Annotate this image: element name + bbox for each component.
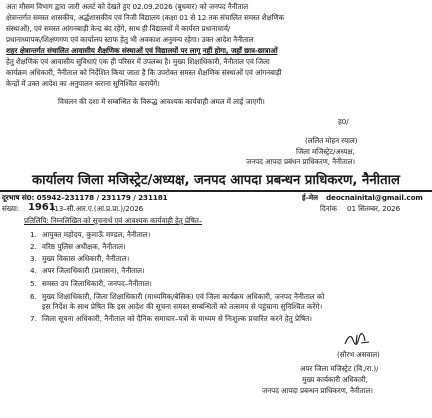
copy-heading: प्रतिलिपि: निम्नलिखित को सूचनार्थ एवं आवश्यक कार्यवाही हेतु प्रेषित– [24,216,203,225]
paragraph-line-6: हेतु शैक्षणिक एवं आवासीय सुविधाएं एक ही परिसर में उपलब्ध है। मुख्य शिक्षाधिकारी, नैनीताल एवं जिला [6,57,270,66]
paragraph-line-1: अतः मौसम विभाग द्वारा जारी अलर्ट को देखते हुए 02.09.2026 (बुधवार) को जनपद नैनीताल [6,2,249,11]
phone-numbers: दूरभाष सं0: 05942–231178 / 231179 / 231181 [2,193,168,202]
recipient-number: 5. [30,279,37,288]
paragraph-line-3: संस्थाओं), एवं समस्त आंगनबाड़ी केन्द्र बंद रहेंगे, साथ ही विद्यालयों में कार्यरत प्रधानाचार्य/ [6,24,231,33]
paragraph-line-5: शहर क्षेत्रान्तर्गत संचालित आवासीय शैक्षणिक संस्थाओं एवं विद्यालयों पर लागू नहीं होगा, जहाँ छात्र-छात्राओं [6,46,278,55]
header-rule [0,190,432,192]
email-label: ई–मेल [302,193,318,202]
recipient-number: 3. [30,254,37,263]
paragraph-line-4: प्रधानाध्यापक/शिक्षणगण एवं कार्यालय स्टाफ हेतु भी अवकाश अनुमन्य रहेगा। उक्त आदेश नैनीताल [6,35,254,44]
recipient-text: मुख्य विकास अधिकारी, नैनीताल। [42,254,130,263]
recipient-text: समस्त उप जिलाधिकारी, जनपद–नैनीताल। [42,279,152,288]
recipient-number: 4. [30,266,37,275]
paragraph-line-8: केन्द्रों में उक्त आदेश का अनुपालन कराना सुनिश्चित करायेंगे। [6,79,160,88]
recipient-text: वरिष्ठ पुलिस अधीक्षक, नैनीताल। [42,242,126,251]
recipient-text: जिला सूचना अधिकारी, नैनीताल को दैनिक समाचार–पत्रों के माध्यम से निःशुल्क प्रचारित करने हेतु प्रेषित। [42,314,312,323]
reference-suffix: /13–सी.आर.ए.(आ.प्र.प्रा.)/2026 [52,204,144,213]
handwritten-signature-icon [343,332,371,346]
office-title: कार्यालय जिला मजिस्ट्रेट/अध्यक्ष, जनपद आपदा प्रबन्धन प्राधिकरण, नैनीताल [32,173,400,188]
closing-sentence: विचलन की दशा में सम्बन्धित के विरूद्ध आवश्यक कार्यवाही अमल में लाई जाएगी। [58,97,265,106]
signatory-2-role: मुख्य कार्यकारी अधिकारी, [302,375,368,384]
signatory-1-designation: जिला मजिस्ट्रेट/अध्यक्ष, [296,147,355,156]
recipient-number: 6. [30,292,37,301]
signature-initial: ह0/ [338,117,349,126]
paragraph-line-2: क्षेत्रान्तर्गत समस्त शासकीय, अर्द्धशासकीय एवं निजी विद्यालय (कक्षा 01 से 12 तक संचालित समस्त शैक्षणिक [6,13,285,22]
paragraph-line-7: कार्यक्रम अधिकारी, नैनीताल को निर्देशित किया जाता है कि उपरोक्त समस्त शैक्षणिक संस्थाओं एवं आंगनबाड़ी [6,68,282,77]
date-label: दिनांक [320,204,337,213]
signatory-1-authority: जनपद आपदा प्रबंधन प्राधिकरण, नैनीताल। [246,157,356,166]
reference-number: 1961 [28,202,56,213]
date-value: 01 सितम्बर, 2026 [347,204,401,213]
recipient-text: अपर जिलाधिकारी (प्रशासन), नैनीताल। [42,266,145,275]
reference-prefix: संख्या: [2,204,20,213]
recipient-number: 2. [30,242,37,251]
signatory-2-name: (सौरभ असवाल) [337,350,380,359]
recipient-text: आयुक्त महोदय, कुमाऊँ मण्डल, नैनीताल। [42,230,151,239]
signatory-1-name: (ललित मोहन रयाल) [305,136,358,145]
signatory-2-authority: जनपद आपदा प्रबन्धन प्राधिकरण, नैनीताल। [262,386,373,395]
signatory-2-designation: अपर जिला मजिस्ट्रेट (वि./रा.)/ [300,364,379,373]
recipient-number: 7. [30,314,37,323]
recipient-text-continued: इस निर्देश के साथ प्रेषित कि इस आदेश की सूचना समस्त सम्बन्धितों को तत्समय से पहुंचाना सुनिश्चित करेंगे। [42,302,323,311]
recipient-text: मुख्य शिक्षाधिकारी, जिला शिक्षाधिकारी (माध्यमिक/बेसिक) एवं जिला कार्यक्रम अधिकारी, जनपद नैनीताल को [42,292,325,301]
recipient-number: 1. [30,230,37,239]
email-address[interactable]: deocnainital@gmail.com [326,193,423,202]
